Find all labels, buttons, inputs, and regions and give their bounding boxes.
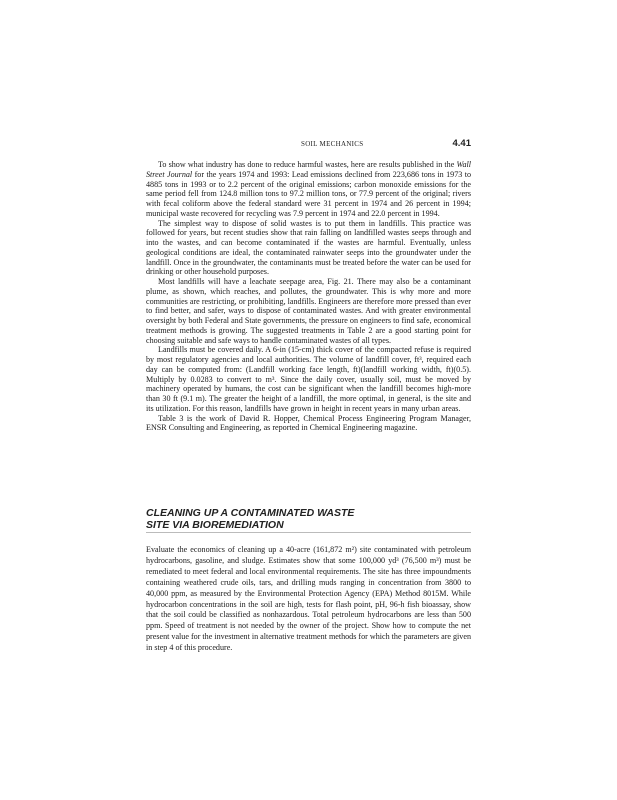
paragraph-2: The simplest way to dispose of solid wastes is to put them in landfills. This practice was followed for years, but recent studies show that rain falling on landfilled wastes seeps through and into the wastes, and can become contaminated if the wastes are harmful. Eventually, unless geological conditions are ideal, the contaminated rainwater seeps into the groundwater under the landfill. Once in the groundwater, the contaminants must be treated before the water can be used for drinking or other household purposes. — [146, 218, 471, 277]
journal-title: Wall Street Journal — [146, 160, 471, 179]
section-title-line-2: SITE VIA BIOREMEDIATION — [146, 519, 284, 531]
paragraph-5: Table 3 is the work of David R. Hopper, Chemical Process Engineering Program Manager, ENSR Consulting and Engineering, as reported in Chemical Engineering magazine. — [146, 413, 471, 433]
paragraph-1-text-a: To show what industry has done to reduce harmful wastes, here are results published in the — [158, 160, 457, 169]
paragraph-3: Most landfills will have a leachate seepage area, Fig. 21. There may also be a contaminant plume, as shown, which reaches, and pollutes, the groundwater. This is why more and more communities are restricting, or prohibiting, landfills. Engineers are therefore more pressed than ever to find better, and safer, ways to dispose of contaminated wastes. And with greater environmental oversight by both Federal and State governments, the pressure on engineers to find safe, economical treatment methods is growing. The suggested treatments in Table 2 are a good starting point for choosing suitable and safe ways to handle contaminated wastes of all types. — [146, 277, 471, 345]
paragraph-1-text-b: for the years 1974 and 1993: Lead emissions declined from 223,686 tons in 1973 to 4885 tons in 1993 or to 2.2 percent of the original emissions; carbon monoxide emissions for the same period fell from 124.8 million tons to 97.2 million tons, or 77.9 percent of the original; rivers with fecal coliform above the federal standard were 31 percent in 1974 and 26 percent in 1994; municipal waste recovered for recycling was 7.9 percent in 1974 and 22.0 percent in 1994. — [146, 169, 471, 218]
problem-text: Evaluate the economics of cleaning up a 40-acre (161,872 m²) site contaminated with petroleum hydrocarbons, gasoline, and sludge. Estimates show that some 100,000 yd³ (76,500 m³) must be remediated to meet federal and local environmental requirements. The site has three impoundments containing weathered crude oils, tars, and drilling muds ranging in concentration from 3800 to 40,000 ppm, as measured by the Environmental Protection Agency (EPA) Method 8015M. While hydrocarbon concentrations in the soil are high, tests for flash point, pH, 96-h fish bioassay, show that the soil could be classified as nonhazardous. Total petroleum hydrocarbons are less than 500 ppm. Speed of treatment is not needed by the owner of the project. Show how to compute the net present value for the investment in alternative treatment methods for which the parameters are given in step 4 of this procedure. — [146, 545, 471, 653]
page-header — [146, 139, 471, 151]
section-heading — [146, 507, 471, 533]
running-head: SOIL MECHANICS — [301, 140, 364, 148]
section-rule — [146, 532, 471, 533]
paragraph-4: Landfills must be covered daily. A 6-in (15-cm) thick cover of the compacted refuse is required by most regulatory agencies and local authorities. The volume of landfill cover, ft³, required each day can be computed from: (Landfill working face length, ft)(landfill working width, ft)(0.5). Multiply by 0.0283 to convert to m³. Since the daily cover, usually soil, must be moved by machinery operated by humans, the cost can be significant when the landfill becomes high-more than 30 ft (9.1 m). The greater the height of a landfill, the more optimal, in general, is the site and its utilization. For this reason, landfills have grown in height in recent years in many urban areas. — [146, 345, 471, 413]
body-text — [146, 160, 471, 433]
problem-statement — [146, 545, 471, 654]
paragraph-1 — [146, 160, 471, 219]
section-title-line-1: CLEANING UP A CONTAMINATED WASTE — [146, 507, 355, 519]
page-number: 4.41 — [452, 138, 471, 149]
